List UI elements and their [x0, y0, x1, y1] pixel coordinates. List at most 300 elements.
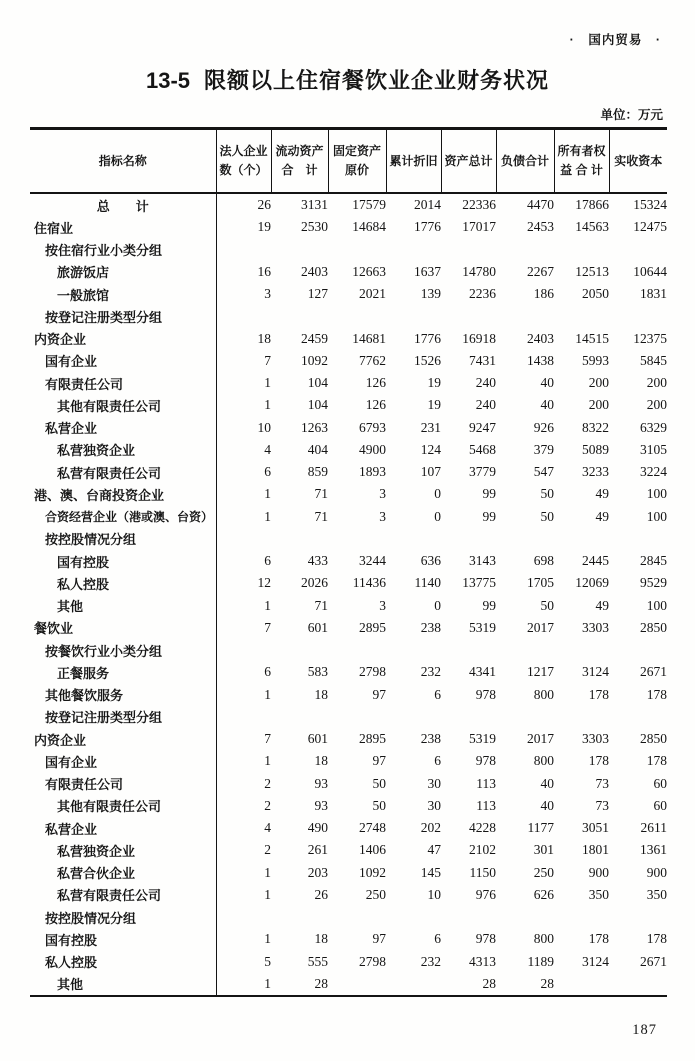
col-header-current-assets: 流动资产 合 计	[271, 129, 328, 194]
cell-value: 2	[264, 797, 271, 813]
cell-value	[271, 906, 328, 928]
page-title	[0, 64, 695, 95]
financial-table	[30, 127, 667, 997]
cell-value: 240	[475, 397, 496, 413]
table-row	[30, 750, 667, 772]
cell-value	[386, 906, 441, 928]
cell-value: 8322	[582, 419, 609, 435]
cell-value: 47	[427, 842, 441, 858]
cell-value: 1637	[414, 263, 441, 279]
cell-value: 13775	[462, 575, 496, 591]
cell-value: 1	[264, 886, 271, 902]
cell-value: 14684	[352, 219, 386, 235]
cell-value: 97	[372, 753, 386, 769]
row-label: 私人控股	[30, 951, 216, 973]
cell-value: 10	[257, 419, 271, 435]
cell-value: 404	[307, 441, 328, 457]
row-label: 私人控股	[30, 572, 216, 594]
cell-value: 3051	[582, 820, 609, 836]
cell-value	[328, 706, 386, 728]
cell-value	[441, 528, 496, 550]
row-label: 按登记注册类型分组	[30, 305, 216, 327]
row-label: 旅游饭店	[30, 261, 216, 283]
row-label: 其他	[30, 595, 216, 617]
cell-value: 4	[264, 441, 271, 457]
cell-value: 433	[307, 553, 328, 569]
cell-value: 4470	[527, 197, 554, 213]
cell-value: 186	[533, 286, 554, 302]
cell-value: 1705	[527, 575, 554, 591]
table-row	[30, 862, 667, 884]
cell-value: 7	[264, 731, 271, 747]
cell-value: 28	[482, 975, 496, 991]
cell-value	[216, 706, 271, 728]
cell-value: 14515	[575, 330, 609, 346]
cell-value: 178	[588, 753, 609, 769]
table-row	[30, 528, 667, 550]
cell-value	[328, 239, 386, 261]
cell-value: 19	[427, 375, 441, 391]
cell-value: 200	[588, 375, 609, 391]
cell-value: 18	[314, 753, 328, 769]
cell-value	[554, 528, 609, 550]
cell-value: 3143	[469, 553, 496, 569]
cell-value: 626	[533, 886, 554, 902]
cell-value	[441, 706, 496, 728]
cell-value: 50	[372, 797, 386, 813]
cell-value: 73	[595, 797, 609, 813]
cell-value	[271, 706, 328, 728]
cell-value: 1	[264, 375, 271, 391]
cell-value: 1438	[527, 352, 554, 368]
cell-value: 250	[365, 886, 386, 902]
table-row	[30, 461, 667, 483]
cell-value: 127	[307, 286, 328, 302]
cell-value: 93	[314, 797, 328, 813]
cell-value: 1	[264, 864, 271, 880]
table-row	[30, 283, 667, 305]
cell-value: 1776	[414, 219, 441, 235]
col-header-indicator: 指标名称	[30, 129, 216, 194]
cell-value: 2	[264, 842, 271, 858]
cell-value: 19	[427, 397, 441, 413]
cell-value: 139	[420, 286, 441, 302]
cell-value: 0	[434, 508, 441, 524]
cell-value: 50	[540, 597, 554, 613]
cell-value	[609, 528, 667, 550]
cell-value	[609, 639, 667, 661]
cell-value: 2671	[640, 664, 667, 680]
cell-value	[496, 706, 554, 728]
cell-value: 5845	[640, 352, 667, 368]
cell-value: 7762	[359, 352, 386, 368]
row-label: 私营独资企业	[30, 839, 216, 861]
cell-value: 379	[533, 441, 554, 457]
cell-value: 2895	[359, 619, 386, 635]
cell-value: 6	[434, 753, 441, 769]
cell-value: 16	[257, 263, 271, 279]
cell-value	[328, 973, 386, 996]
cell-value	[386, 706, 441, 728]
cell-value: 30	[427, 797, 441, 813]
cell-value: 2850	[640, 619, 667, 635]
cell-value	[441, 639, 496, 661]
cell-value	[216, 239, 271, 261]
cell-value: 178	[588, 686, 609, 702]
col-header-fixed-assets-original: 固定资产 原价	[328, 129, 386, 194]
cell-value	[496, 528, 554, 550]
table-row	[30, 951, 667, 973]
cell-value: 1263	[301, 419, 328, 435]
row-label: 私营独资企业	[30, 439, 216, 461]
cell-value: 200	[588, 397, 609, 413]
table-row	[30, 906, 667, 928]
cell-value: 1	[264, 508, 271, 524]
table-row	[30, 572, 667, 594]
table-row	[30, 193, 667, 216]
cell-value: 490	[307, 820, 328, 836]
cell-value: 26	[314, 886, 328, 902]
cell-value: 12513	[575, 263, 609, 279]
cell-value: 2014	[414, 197, 441, 213]
table-row	[30, 661, 667, 683]
cell-value: 200	[646, 397, 667, 413]
cell-value: 12663	[352, 263, 386, 279]
row-label: 其他有限责任公司	[30, 394, 216, 416]
table-row	[30, 595, 667, 617]
cell-value: 3105	[640, 441, 667, 457]
cell-value: 12069	[575, 575, 609, 591]
cell-value: 3	[379, 486, 386, 502]
cell-value: 555	[307, 953, 328, 969]
cell-value: 3303	[582, 619, 609, 635]
cell-value: 238	[420, 619, 441, 635]
cell-value: 22336	[462, 197, 496, 213]
cell-value: 1140	[414, 575, 441, 591]
cell-value: 71	[314, 508, 328, 524]
cell-value: 3	[264, 286, 271, 302]
cell-value: 2611	[640, 820, 667, 836]
row-label: 合资经营企业（港或澳、台资）	[30, 506, 216, 528]
col-header-total-assets: 资产总计	[441, 129, 496, 194]
cell-value: 6	[434, 931, 441, 947]
cell-value: 2459	[301, 330, 328, 346]
cell-value: 10	[427, 886, 441, 902]
cell-value: 9247	[469, 419, 496, 435]
cell-value	[328, 639, 386, 661]
cell-value: 976	[475, 886, 496, 902]
cell-value: 232	[420, 953, 441, 969]
cell-value: 126	[365, 375, 386, 391]
cell-value: 2895	[359, 731, 386, 747]
cell-value: 926	[533, 419, 554, 435]
cell-value: 4	[264, 820, 271, 836]
cell-value: 14681	[352, 330, 386, 346]
cell-value: 6	[264, 664, 271, 680]
table-row	[30, 795, 667, 817]
cell-value: 7	[264, 619, 271, 635]
row-label: 私营合伙企业	[30, 862, 216, 884]
cell-value: 3	[379, 508, 386, 524]
cell-value	[609, 305, 667, 327]
cell-value: 3124	[582, 664, 609, 680]
unit-label: 单位：万元	[600, 108, 663, 122]
cell-value: 5089	[582, 441, 609, 457]
row-label: 国有控股	[30, 928, 216, 950]
table-row	[30, 617, 667, 639]
table-row	[30, 839, 667, 861]
cell-value: 12475	[633, 219, 667, 235]
cell-value: 1	[264, 975, 271, 991]
cell-value: 19	[257, 219, 271, 235]
cell-value	[554, 973, 609, 996]
col-header-owners-equity: 所有者权 益 合 计	[554, 129, 609, 194]
cell-value: 100	[646, 508, 667, 524]
cell-value: 4341	[469, 664, 496, 680]
cell-value: 2453	[527, 219, 554, 235]
table-row	[30, 239, 667, 261]
table-number: 13-5	[145, 68, 191, 93]
cell-value: 978	[475, 753, 496, 769]
cell-value: 99	[482, 508, 496, 524]
table-row	[30, 417, 667, 439]
table-row	[30, 884, 667, 906]
cell-value: 5993	[582, 352, 609, 368]
cell-value: 6329	[640, 419, 667, 435]
table-header-row	[30, 129, 667, 194]
cell-value: 99	[482, 597, 496, 613]
cell-value	[554, 239, 609, 261]
cell-value: 1092	[359, 864, 386, 880]
cell-value: 601	[307, 731, 328, 747]
cell-value: 49	[595, 508, 609, 524]
cell-value: 50	[372, 775, 386, 791]
cell-value: 97	[372, 931, 386, 947]
cell-value: 5468	[469, 441, 496, 457]
cell-value: 16918	[462, 330, 496, 346]
cell-value	[554, 305, 609, 327]
cell-value: 9529	[640, 575, 667, 591]
row-label: 私营有限责任公司	[30, 884, 216, 906]
cell-value: 17866	[575, 197, 609, 213]
cell-value	[609, 906, 667, 928]
cell-value: 636	[420, 553, 441, 569]
cell-value: 28	[314, 975, 328, 991]
table-row	[30, 639, 667, 661]
running-head: · 国内贸易 ·	[569, 33, 661, 47]
cell-value: 2102	[469, 842, 496, 858]
cell-value: 15324	[633, 197, 667, 213]
cell-value: 800	[533, 931, 554, 947]
cell-value: 2026	[301, 575, 328, 591]
table-row	[30, 550, 667, 572]
cell-value: 14780	[462, 263, 496, 279]
cell-value: 40	[540, 375, 554, 391]
table-row	[30, 394, 667, 416]
cell-value: 350	[646, 886, 667, 902]
table-row	[30, 706, 667, 728]
cell-value: 18	[314, 931, 328, 947]
cell-value: 17579	[352, 197, 386, 213]
row-label: 按控股情况分组	[30, 906, 216, 928]
cell-value	[496, 305, 554, 327]
cell-value	[216, 528, 271, 550]
row-label: 其他有限责任公司	[30, 795, 216, 817]
table-row	[30, 506, 667, 528]
table-row	[30, 350, 667, 372]
cell-value	[271, 239, 328, 261]
cell-value	[328, 305, 386, 327]
cell-value: 583	[307, 664, 328, 680]
cell-value: 5	[264, 953, 271, 969]
cell-value: 124	[420, 441, 441, 457]
cell-value: 93	[314, 775, 328, 791]
cell-value: 2	[264, 775, 271, 791]
row-label: 有限责任公司	[30, 773, 216, 795]
row-label: 按控股情况分组	[30, 528, 216, 550]
row-label: 其他餐饮服务	[30, 684, 216, 706]
cell-value: 2403	[301, 263, 328, 279]
table-row	[30, 728, 667, 750]
cell-value	[386, 973, 441, 996]
cell-value: 4313	[469, 953, 496, 969]
table-row	[30, 372, 667, 394]
cell-value: 978	[475, 931, 496, 947]
row-label: 住宿业	[30, 216, 216, 238]
row-label: 餐饮业	[30, 617, 216, 639]
cell-value: 1	[264, 597, 271, 613]
cell-value: 698	[533, 553, 554, 569]
cell-value: 49	[595, 486, 609, 502]
table-title: 限额以上住宿餐饮业企业财务状况	[204, 68, 550, 93]
cell-value: 800	[533, 686, 554, 702]
cell-value: 238	[420, 731, 441, 747]
cell-value: 2236	[469, 286, 496, 302]
cell-value: 0	[434, 486, 441, 502]
cell-value	[554, 639, 609, 661]
table-row	[30, 305, 667, 327]
cell-value: 2267	[527, 263, 554, 279]
row-label: 按餐饮行业小类分组	[30, 639, 216, 661]
cell-value	[386, 239, 441, 261]
cell-value: 301	[533, 842, 554, 858]
cell-value: 3233	[582, 464, 609, 480]
cell-value: 107	[420, 464, 441, 480]
row-label: 内资企业	[30, 328, 216, 350]
cell-value: 1	[264, 753, 271, 769]
cell-value: 1092	[301, 352, 328, 368]
cell-value: 178	[646, 931, 667, 947]
cell-value: 3244	[359, 553, 386, 569]
cell-value	[554, 906, 609, 928]
cell-value: 1	[264, 397, 271, 413]
cell-value: 240	[475, 375, 496, 391]
cell-value: 2748	[359, 820, 386, 836]
table-row	[30, 928, 667, 950]
cell-value: 14563	[575, 219, 609, 235]
cell-value: 6	[264, 464, 271, 480]
table-row	[30, 817, 667, 839]
cell-value: 60	[653, 797, 667, 813]
cell-value	[609, 706, 667, 728]
row-label: 正餐服务	[30, 661, 216, 683]
cell-value: 1217	[527, 664, 554, 680]
cell-value: 6	[264, 553, 271, 569]
page-number: 187	[632, 1022, 657, 1038]
cell-value: 2798	[359, 953, 386, 969]
cell-value: 178	[588, 931, 609, 947]
cell-value	[386, 528, 441, 550]
row-label: 按住宿行业小类分组	[30, 239, 216, 261]
cell-value: 10644	[633, 263, 667, 279]
cell-value: 40	[540, 397, 554, 413]
cell-value	[271, 305, 328, 327]
cell-value: 7431	[469, 352, 496, 368]
col-header-legal-entities: 法人企业 数（个）	[216, 129, 271, 194]
cell-value	[216, 639, 271, 661]
cell-value	[554, 706, 609, 728]
cell-value: 1150	[469, 864, 496, 880]
cell-value: 71	[314, 597, 328, 613]
cell-value: 40	[540, 775, 554, 791]
row-label: 国有控股	[30, 550, 216, 572]
cell-value: 1831	[640, 286, 667, 302]
cell-value: 202	[420, 820, 441, 836]
row-label: 按登记注册类型分组	[30, 706, 216, 728]
row-label: 私营企业	[30, 817, 216, 839]
cell-value: 2445	[582, 553, 609, 569]
cell-value: 3	[379, 597, 386, 613]
cell-value: 7	[264, 352, 271, 368]
cell-value: 601	[307, 619, 328, 635]
table-row	[30, 684, 667, 706]
row-label: 国有企业	[30, 750, 216, 772]
cell-value: 547	[533, 464, 554, 480]
table-row	[30, 439, 667, 461]
cell-value: 3131	[301, 197, 328, 213]
cell-value: 2403	[527, 330, 554, 346]
cell-value	[441, 305, 496, 327]
cell-value: 1406	[359, 842, 386, 858]
cell-value: 178	[646, 753, 667, 769]
cell-value: 50	[540, 486, 554, 502]
cell-value: 73	[595, 775, 609, 791]
cell-value: 113	[476, 775, 496, 791]
cell-value: 28	[540, 975, 554, 991]
cell-value: 250	[533, 864, 554, 880]
cell-value: 3303	[582, 731, 609, 747]
cell-value: 60	[653, 775, 667, 791]
cell-value: 2850	[640, 731, 667, 747]
cell-value: 104	[307, 397, 328, 413]
cell-value: 1893	[359, 464, 386, 480]
cell-value	[271, 528, 328, 550]
cell-value: 3224	[640, 464, 667, 480]
cell-value: 1189	[527, 953, 554, 969]
cell-value: 49	[595, 597, 609, 613]
cell-value	[609, 973, 667, 996]
cell-value: 12	[257, 575, 271, 591]
cell-value: 18	[314, 686, 328, 702]
cell-value: 4900	[359, 441, 386, 457]
cell-value: 978	[475, 686, 496, 702]
row-label: 一般旅馆	[30, 283, 216, 305]
table-row	[30, 773, 667, 795]
cell-value: 40	[540, 797, 554, 813]
cell-value: 6793	[359, 419, 386, 435]
cell-value: 1776	[414, 330, 441, 346]
cell-value: 2530	[301, 219, 328, 235]
